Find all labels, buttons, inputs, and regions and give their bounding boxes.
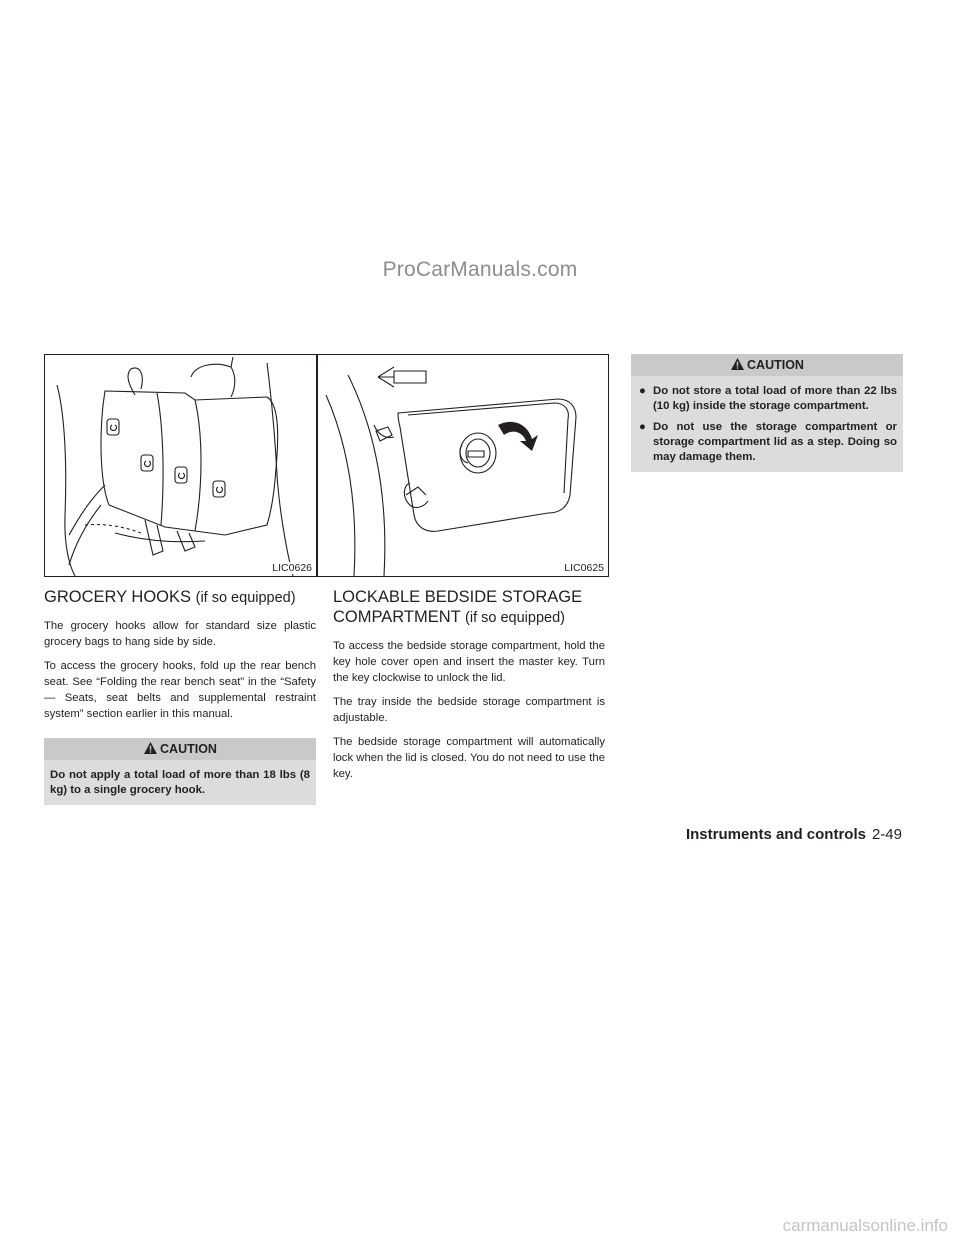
paragraph: The bedside storage compartment will automatically lock when the lid is closed. You do not need to use the key. [333, 736, 605, 780]
watermark-top: ProCarManuals.com [382, 258, 578, 281]
figure-bedside-storage [317, 354, 609, 577]
caution-box [631, 354, 903, 472]
paragraph: To access the bedside storage compartment, hold the key hole cover open and insert the master key. Turn the key clockwise to unlock the lid. [333, 640, 605, 684]
paragraph: The tray inside the bedside storage compartment is adjustable. [333, 696, 605, 724]
section-title: GROCERY HOOKS (if so equipped) [44, 588, 296, 606]
figure-grocery-hooks [44, 354, 317, 577]
paragraph: To access the grocery hooks, fold up the rear bench seat. See “Folding the rear bench seat” in the “Safety — Seats, seat belts and supplemental restraint system” section earlier in this manual. [44, 660, 316, 720]
watermark-bottom: carmanualsonline.info [782, 1216, 948, 1235]
bullet-icon: ● [639, 421, 646, 433]
paragraph: The grocery hooks allow for standard size plastic grocery bags to hang side by side. [44, 620, 316, 648]
page-footer [686, 826, 902, 843]
figure-code: LIC0626 [272, 562, 312, 574]
caution-text: Do not apply a total load of more than 18 lbs (8 kg) to a single grocery hook. [50, 769, 310, 796]
caution-text [631, 376, 903, 472]
page-number: 2-49 [871, 826, 902, 843]
warning-icon [143, 741, 158, 755]
caution-item: ● Do not store a total load of more than 22 lbs (10 kg) inside the storage compartment. [639, 385, 897, 412]
caution-item: ● Do not use the storage compartment or storage compartment lid as a step. Doing so may damage them. [639, 421, 897, 463]
bedside-storage-illustration [318, 355, 608, 576]
bullet-icon: ● [639, 385, 646, 397]
grocery-hooks-illustration [45, 355, 316, 576]
caution-box [44, 738, 316, 805]
footer-section: Instruments and controls [685, 826, 866, 843]
section-title: LOCKABLE BEDSIDE STORAGE COMPARTMENT (if so equipped) [333, 588, 583, 626]
figure-code: LIC0625 [564, 562, 604, 574]
section-storage-caution [631, 354, 903, 472]
caution-header: CAUTION [44, 738, 316, 760]
warning-icon [730, 357, 745, 371]
caution-header: CAUTION [631, 354, 903, 376]
section-grocery-hooks [44, 587, 316, 805]
section-bedside-storage [333, 587, 605, 790]
